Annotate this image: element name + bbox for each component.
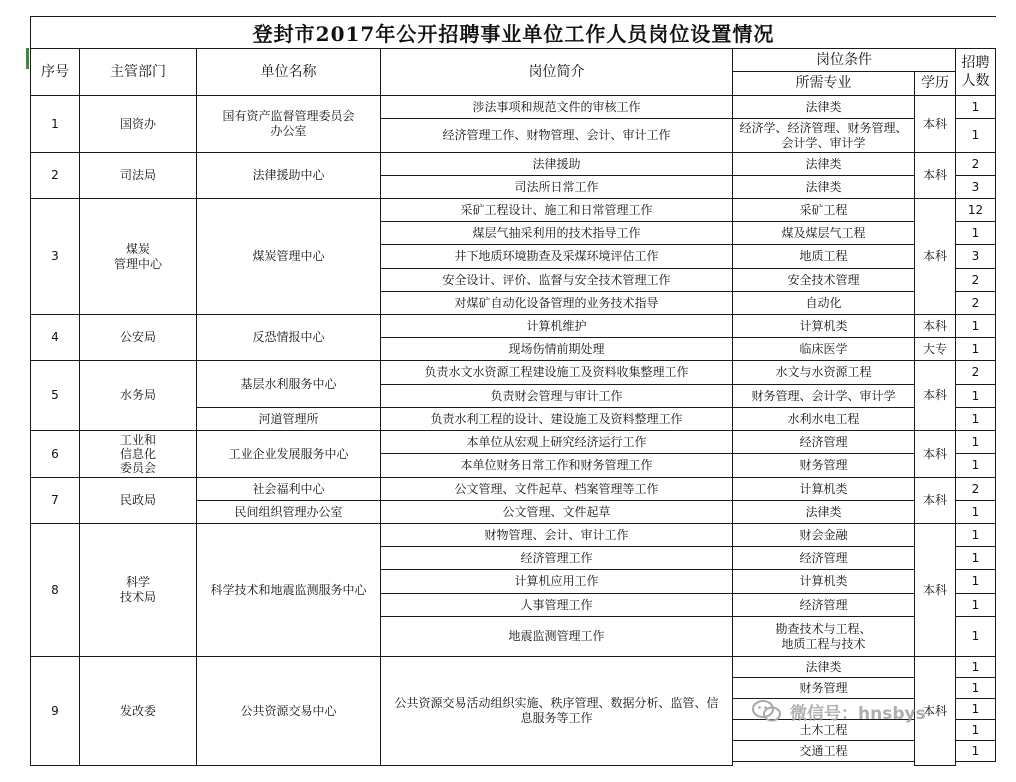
count-cell: 1	[955, 523, 996, 547]
major-cell: 计算机类	[732, 569, 915, 594]
major-cell: 自动化	[732, 291, 915, 315]
position-cell: 法律援助	[380, 152, 733, 176]
education-cell: 本科	[914, 152, 956, 199]
dept-cell: 发改委	[79, 656, 197, 766]
major-cell: 法律类	[732, 152, 915, 176]
major-cell: 地质工程	[732, 244, 915, 269]
major-cell: 财务管理	[732, 677, 915, 699]
count-cell: 2	[955, 291, 996, 315]
education-cell: 本科	[914, 314, 956, 338]
count-cell: 1	[955, 593, 996, 617]
count-cell: 1	[955, 656, 996, 678]
major-cell: 水文与水资源工程	[732, 360, 915, 385]
position-cell: 本单位财务日常工作和财务管理工作	[380, 453, 733, 478]
seq-cell: 7	[30, 477, 80, 524]
major-cell: 法律类	[732, 175, 915, 199]
position-cell: 公文管理、文件起草、档案管理等工作	[380, 477, 733, 501]
major-cell: 安全技术管理	[732, 268, 915, 292]
seq-cell: 4	[30, 314, 80, 361]
position-cell: 司法所日常工作	[380, 175, 733, 199]
count-cell: 1	[955, 546, 996, 570]
education-cell: 本科	[914, 95, 956, 153]
position-cell: 财物管理、会计、审计工作	[380, 523, 733, 547]
count-cell: 1	[955, 314, 996, 338]
major-cell: 经济管理	[732, 430, 915, 454]
count-cell: 1	[955, 719, 996, 741]
header-count: 招聘 人数	[955, 48, 996, 96]
unit-cell: 公共资源交易中心	[196, 656, 381, 766]
major-cell: 法律类	[732, 95, 915, 119]
header-major: 所需专业	[732, 71, 915, 96]
education-cell: 本科	[914, 656, 956, 766]
count-cell: 1	[955, 221, 996, 245]
major-cell: 水利水电工程	[732, 407, 915, 431]
unit-cell: 国有资产监督管理委员会 办公室	[196, 95, 381, 153]
position-cell: 经济管理工作	[380, 546, 733, 570]
dept-cell: 司法局	[79, 152, 197, 199]
seq-cell: 3	[30, 198, 80, 315]
dept-cell: 科学 技术局	[79, 523, 197, 657]
watermark-text: 微信号：hnsbys	[790, 703, 926, 724]
header-dept: 主管部门	[79, 48, 197, 96]
position-cell: 本单位从宏观上研究经济运行工作	[380, 430, 733, 454]
education-cell: 本科	[914, 360, 956, 431]
count-cell: 2	[955, 360, 996, 385]
unit-cell: 工业企业发展服务中心	[196, 430, 381, 478]
position-cell: 现场伤情前期处理	[380, 337, 733, 361]
position-cell: 安全设计、评价、监督与安全技术管理工作	[380, 268, 733, 292]
count-cell: 1	[955, 453, 996, 478]
header-position-desc: 岗位简介	[380, 48, 733, 96]
position-cell: 对煤矿自动化设备管理的业务技术指导	[380, 291, 733, 315]
seq-cell: 8	[30, 523, 80, 657]
education-cell: 本科	[914, 198, 956, 315]
position-cell: 煤层气抽采利用的技术指导工作	[380, 221, 733, 245]
dept-cell: 工业和 信息化 委员会	[79, 430, 197, 478]
major-cell: 交通工程	[732, 740, 915, 762]
major-cell: 采矿工程	[732, 198, 915, 222]
sheet-title: 登封市2017年公开招聘事业单位工作人员岗位设置情况	[30, 16, 996, 48]
unit-cell: 民间组织管理办公室	[196, 500, 381, 524]
position-cell: 涉法事项和规范文件的审核工作	[380, 95, 733, 119]
major-cell: 煤及煤层气工程	[732, 221, 915, 245]
position-cell: 采矿工程设计、施工和日常管理工作	[380, 198, 733, 222]
position-cell: 公文管理、文件起草	[380, 500, 733, 524]
major-cell: 经济管理	[732, 546, 915, 570]
education-cell: 大专	[914, 337, 956, 361]
position-cell: 经济管理工作、财物管理、会计、审计工作	[380, 118, 733, 153]
position-cell: 地震监测管理工作	[380, 616, 733, 657]
count-cell: 2	[955, 477, 996, 501]
unit-cell: 法律援助中心	[196, 152, 381, 199]
count-cell: 2	[955, 152, 996, 176]
seq-cell: 9	[30, 656, 80, 766]
unit-cell: 社会福利中心	[196, 477, 381, 501]
seq-cell: 5	[30, 360, 80, 431]
major-cell: 土木工程	[732, 719, 915, 741]
dept-cell: 国资办	[79, 95, 197, 153]
major-cell: 勘查技术与工程、 地质工程与技术	[732, 616, 915, 657]
unit-cell: 科学技术和地震监测服务中心	[196, 523, 381, 657]
count-cell: 1	[955, 430, 996, 454]
count-cell: 1	[955, 337, 996, 361]
seq-cell: 2	[30, 152, 80, 199]
count-cell: 2	[955, 268, 996, 292]
major-cell: 财会金融	[732, 523, 915, 547]
count-cell: 1	[955, 740, 996, 762]
unit-cell: 反恐情报中心	[196, 314, 381, 361]
dept-cell: 民政局	[79, 477, 197, 524]
education-cell: 本科	[914, 430, 956, 478]
header-education: 学历	[914, 71, 956, 96]
position-cell: 负责水利工程的设计、建设施工及资料整理工作	[380, 407, 733, 431]
major-cell: 临床医学	[732, 337, 915, 361]
position-cell: 计算机应用工作	[380, 569, 733, 594]
major-cell: 财务管理、会计学、审计学	[732, 384, 915, 408]
major-cell	[732, 698, 915, 720]
seq-cell: 6	[30, 430, 80, 478]
dept-cell: 水务局	[79, 360, 197, 431]
position-cell: 公共资源交易活动组织实施、秩序管理、数据分析、监管、信 息服务等工作	[380, 656, 733, 766]
cell-selection-marker	[26, 48, 29, 69]
count-cell: 1	[955, 698, 996, 720]
count-cell: 1	[955, 677, 996, 699]
major-cell: 财务管理	[732, 453, 915, 478]
count-cell: 3	[955, 175, 996, 199]
major-cell: 法律类	[732, 500, 915, 524]
unit-cell: 基层水利服务中心	[196, 360, 381, 408]
major-cell: 计算机类	[732, 477, 915, 501]
major-cell: 经济学、经济管理、财务管理、 会计学、审计学	[732, 118, 915, 153]
count-cell: 1	[955, 384, 996, 408]
count-cell: 1	[955, 118, 996, 153]
major-cell: 法律类	[732, 656, 915, 678]
count-cell: 1	[955, 95, 996, 119]
position-cell: 负责水文水资源工程建设施工及资料收集整理工作	[380, 360, 733, 385]
count-cell: 1	[955, 407, 996, 431]
header-conditions: 岗位条件	[732, 48, 956, 72]
education-cell: 本科	[914, 477, 956, 524]
unit-cell: 煤炭管理中心	[196, 198, 381, 315]
position-cell: 计算机维护	[380, 314, 733, 338]
count-cell: 12	[955, 198, 996, 222]
position-cell: 井下地质环境勘查及采煤环境评估工作	[380, 244, 733, 269]
count-cell: 1	[955, 569, 996, 594]
count-cell: 1	[955, 616, 996, 657]
position-cell: 人事管理工作	[380, 593, 733, 617]
unit-cell: 河道管理所	[196, 407, 381, 431]
major-cell: 计算机类	[732, 314, 915, 338]
dept-cell: 煤炭 管理中心	[79, 198, 197, 315]
position-cell: 负责财会管理与审计工作	[380, 384, 733, 408]
header-unit: 单位名称	[196, 48, 381, 96]
education-cell: 本科	[914, 523, 956, 657]
seq-cell: 1	[30, 95, 80, 153]
count-cell: 1	[955, 500, 996, 524]
count-cell: 3	[955, 244, 996, 269]
header-seq: 序号	[30, 48, 80, 96]
dept-cell: 公安局	[79, 314, 197, 361]
major-cell: 经济管理	[732, 593, 915, 617]
